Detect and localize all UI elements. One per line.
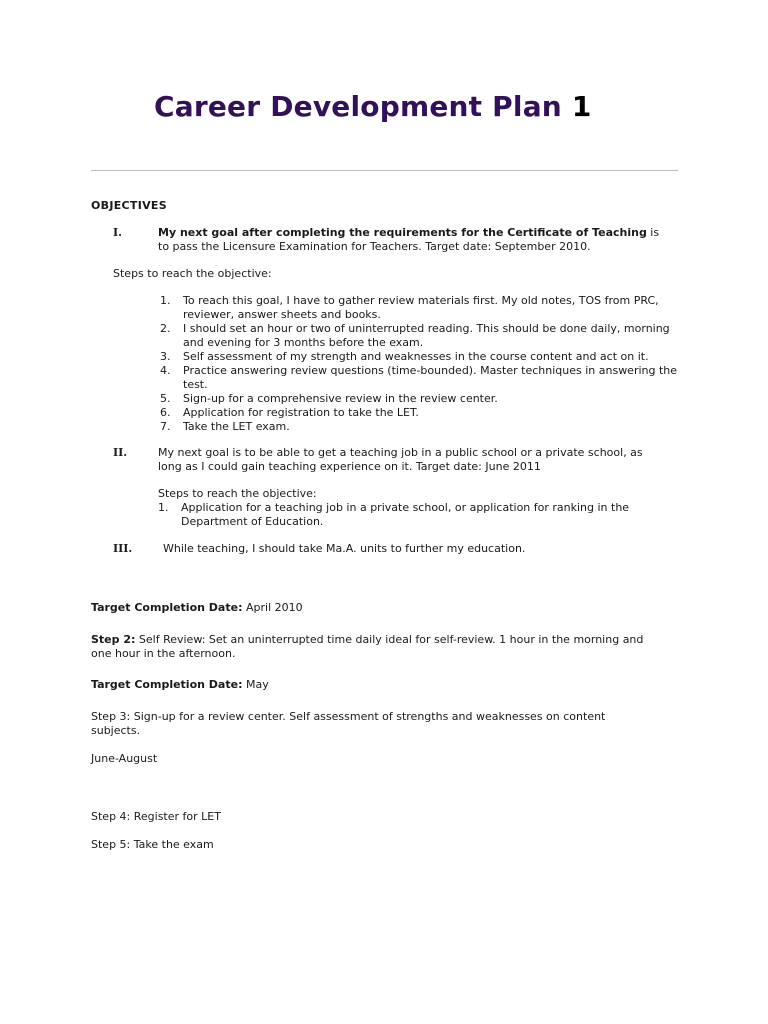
- step5: Step 5: Take the exam: [91, 838, 214, 851]
- step-text: Practice answering review questions (time-bounded). Master techniques in answering the test.: [183, 364, 678, 391]
- objective-1-steps: [160, 294, 678, 434]
- step-text: Self assessment of my strength and weaknesses in the course content and act on it.: [183, 350, 649, 363]
- step-text: Application for registration to take the LET.: [183, 406, 419, 419]
- objective-1-line2: to pass the Licensure Examination for Teachers. Target date: September 2010.: [158, 240, 591, 253]
- list-item: [160, 294, 678, 322]
- title-number: 1: [571, 90, 592, 123]
- step2-text: Self Review: Set an uninterrupted time daily ideal for self-review. 1 hour in the morning and: [135, 633, 644, 646]
- list-item: [160, 364, 678, 392]
- objective-2-step-line1: Application for a teaching job in a private school, or application for ranking in the: [181, 501, 630, 514]
- step-number: 1.: [160, 294, 171, 307]
- objective-2-step-number: 1.: [158, 501, 169, 514]
- step-number: 6.: [160, 406, 171, 419]
- step-number: 2.: [160, 322, 171, 335]
- step-text: I should set an hour or two of uninterrupted reading. This should be done daily, morning and evening for 3 months before the exam.: [183, 322, 670, 349]
- objective-1-bold: My next goal after completing the requirements for the Certificate of Teaching: [158, 226, 647, 239]
- step3-line1: Step 3: Sign-up for a review center. Self assessment of strengths and weaknesses on content: [91, 710, 606, 723]
- step-number: 3.: [160, 350, 171, 363]
- list-item: [160, 392, 678, 406]
- title-divider: [91, 170, 678, 171]
- objective-2-numeral: II.: [113, 446, 128, 459]
- step-number: 7.: [160, 420, 171, 433]
- step4: Step 4: Register for LET: [91, 810, 221, 823]
- step-number: 4.: [160, 364, 171, 377]
- objectives-heading: OBJECTIVES: [91, 199, 167, 212]
- step2-line1: [91, 633, 643, 647]
- list-item: [160, 322, 678, 350]
- objective-2-line1: My next goal is to be able to get a teaching job in a public school or a private school, as: [158, 446, 643, 459]
- step-number: 5.: [160, 392, 171, 405]
- objective-1-numeral: I.: [113, 226, 122, 239]
- target-value: April 2010: [242, 601, 303, 614]
- title-text: Career Development Plan: [154, 90, 562, 123]
- target-completion-april: [91, 601, 303, 615]
- objective-2-step-line2: Department of Education.: [181, 515, 324, 528]
- step2-label: Step 2:: [91, 633, 136, 646]
- step-text: To reach this goal, I have to gather review materials first. My old notes, TOS from PRC, reviewer, answer sheets and books.: [183, 294, 659, 321]
- step3-line2: subjects.: [91, 724, 141, 737]
- objective-1-line1: [158, 226, 659, 240]
- target-value: May: [242, 678, 269, 691]
- june-august: June-August: [91, 752, 158, 765]
- list-item: [160, 406, 678, 420]
- target-label: Target Completion Date:: [91, 678, 243, 691]
- objective-1-steps-label: Steps to reach the objective:: [113, 267, 272, 280]
- objective-1-is: is: [646, 226, 660, 239]
- objective-3-numeral: III.: [113, 542, 133, 555]
- step-text: Take the LET exam.: [183, 420, 290, 433]
- objective-3-text: While teaching, I should take Ma.A. units to further my education.: [163, 542, 526, 555]
- target-label: Target Completion Date:: [91, 601, 243, 614]
- step-text: Sign-up for a comprehensive review in the review center.: [183, 392, 498, 405]
- objective-2-steps-label: Steps to reach the objective:: [158, 487, 317, 500]
- list-item: [160, 350, 678, 364]
- step2-line2: one hour in the afternoon.: [91, 647, 236, 660]
- target-completion-may: [91, 678, 269, 692]
- list-item: [160, 420, 678, 434]
- page-title: [154, 90, 592, 123]
- objective-2-line2: long as I could gain teaching experience on it. Target date: June 2011: [158, 460, 541, 473]
